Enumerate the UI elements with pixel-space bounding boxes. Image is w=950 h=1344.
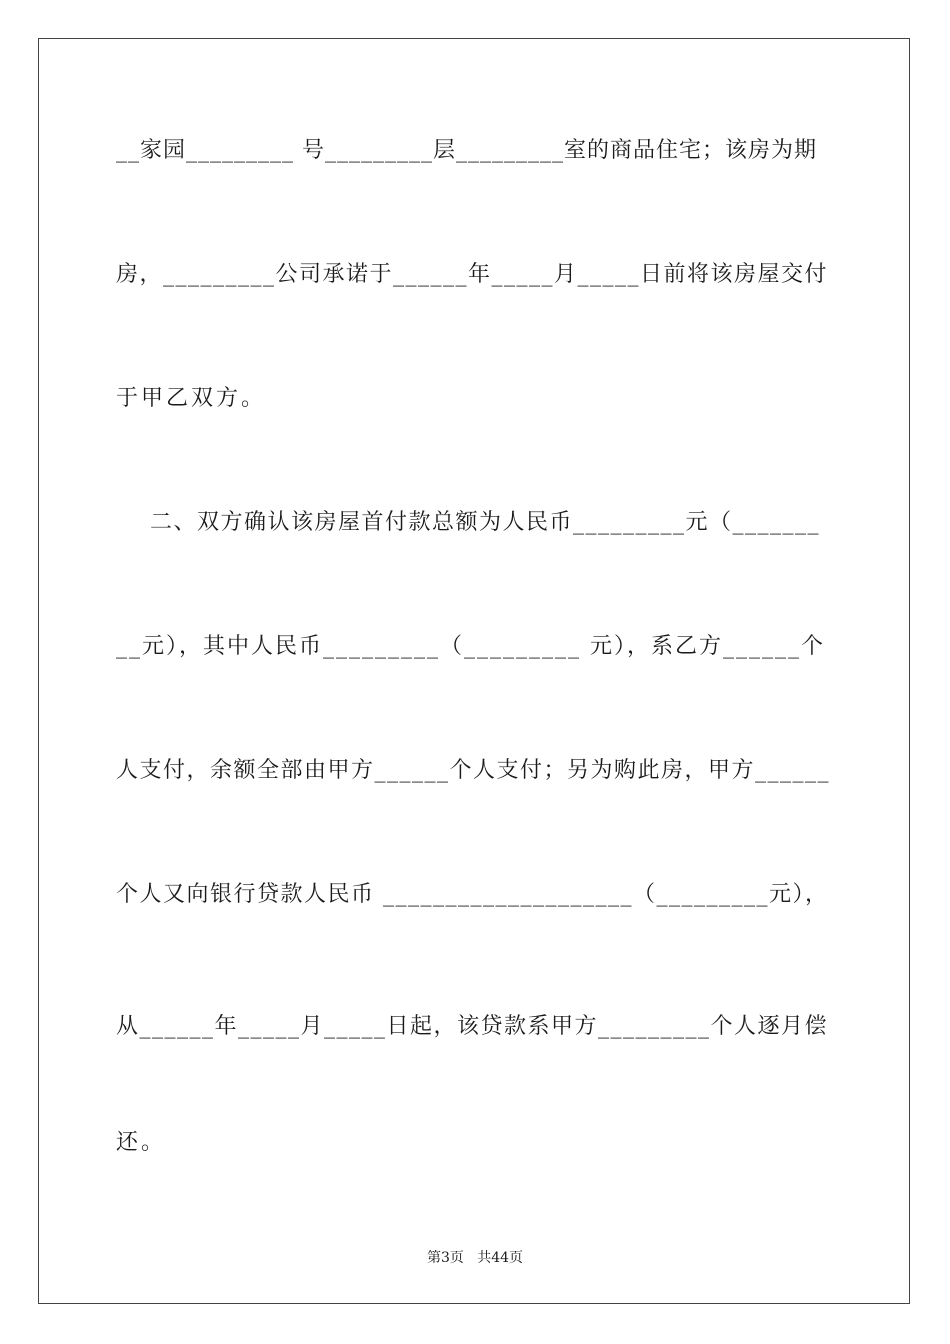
page-border [38,38,910,1304]
text-line-2: 房，_________公司承诺于______年_____月_____日前将该房屋交付 [116,262,829,287]
text-line-9: 还。 [116,1130,167,1155]
text-line-3: 于甲乙双方。 [116,386,267,411]
text-line-6: 人支付，余额全部由甲方______个人支付；另为购此房，甲方______ [116,758,831,783]
text-line-4: 二、双方确认该房屋首付款总额为人民币_________元（_______ [116,510,820,535]
page-number-footer: 第3页 共44页 [426,1250,524,1266]
text-line-1: __家园_________ 号_________层_________室的商品住宅；该房为期 [116,138,817,163]
text-line-5: __元），其中人民币_________（_________ 元），系乙方______个 [116,634,825,659]
text-line-8: 从______年_____月_____日起，该贷款系甲方_________个人逐月偿 [116,1014,829,1039]
text-line-7: 个人又向银行贷款人民币 ____________________（_________元）， [116,882,829,907]
